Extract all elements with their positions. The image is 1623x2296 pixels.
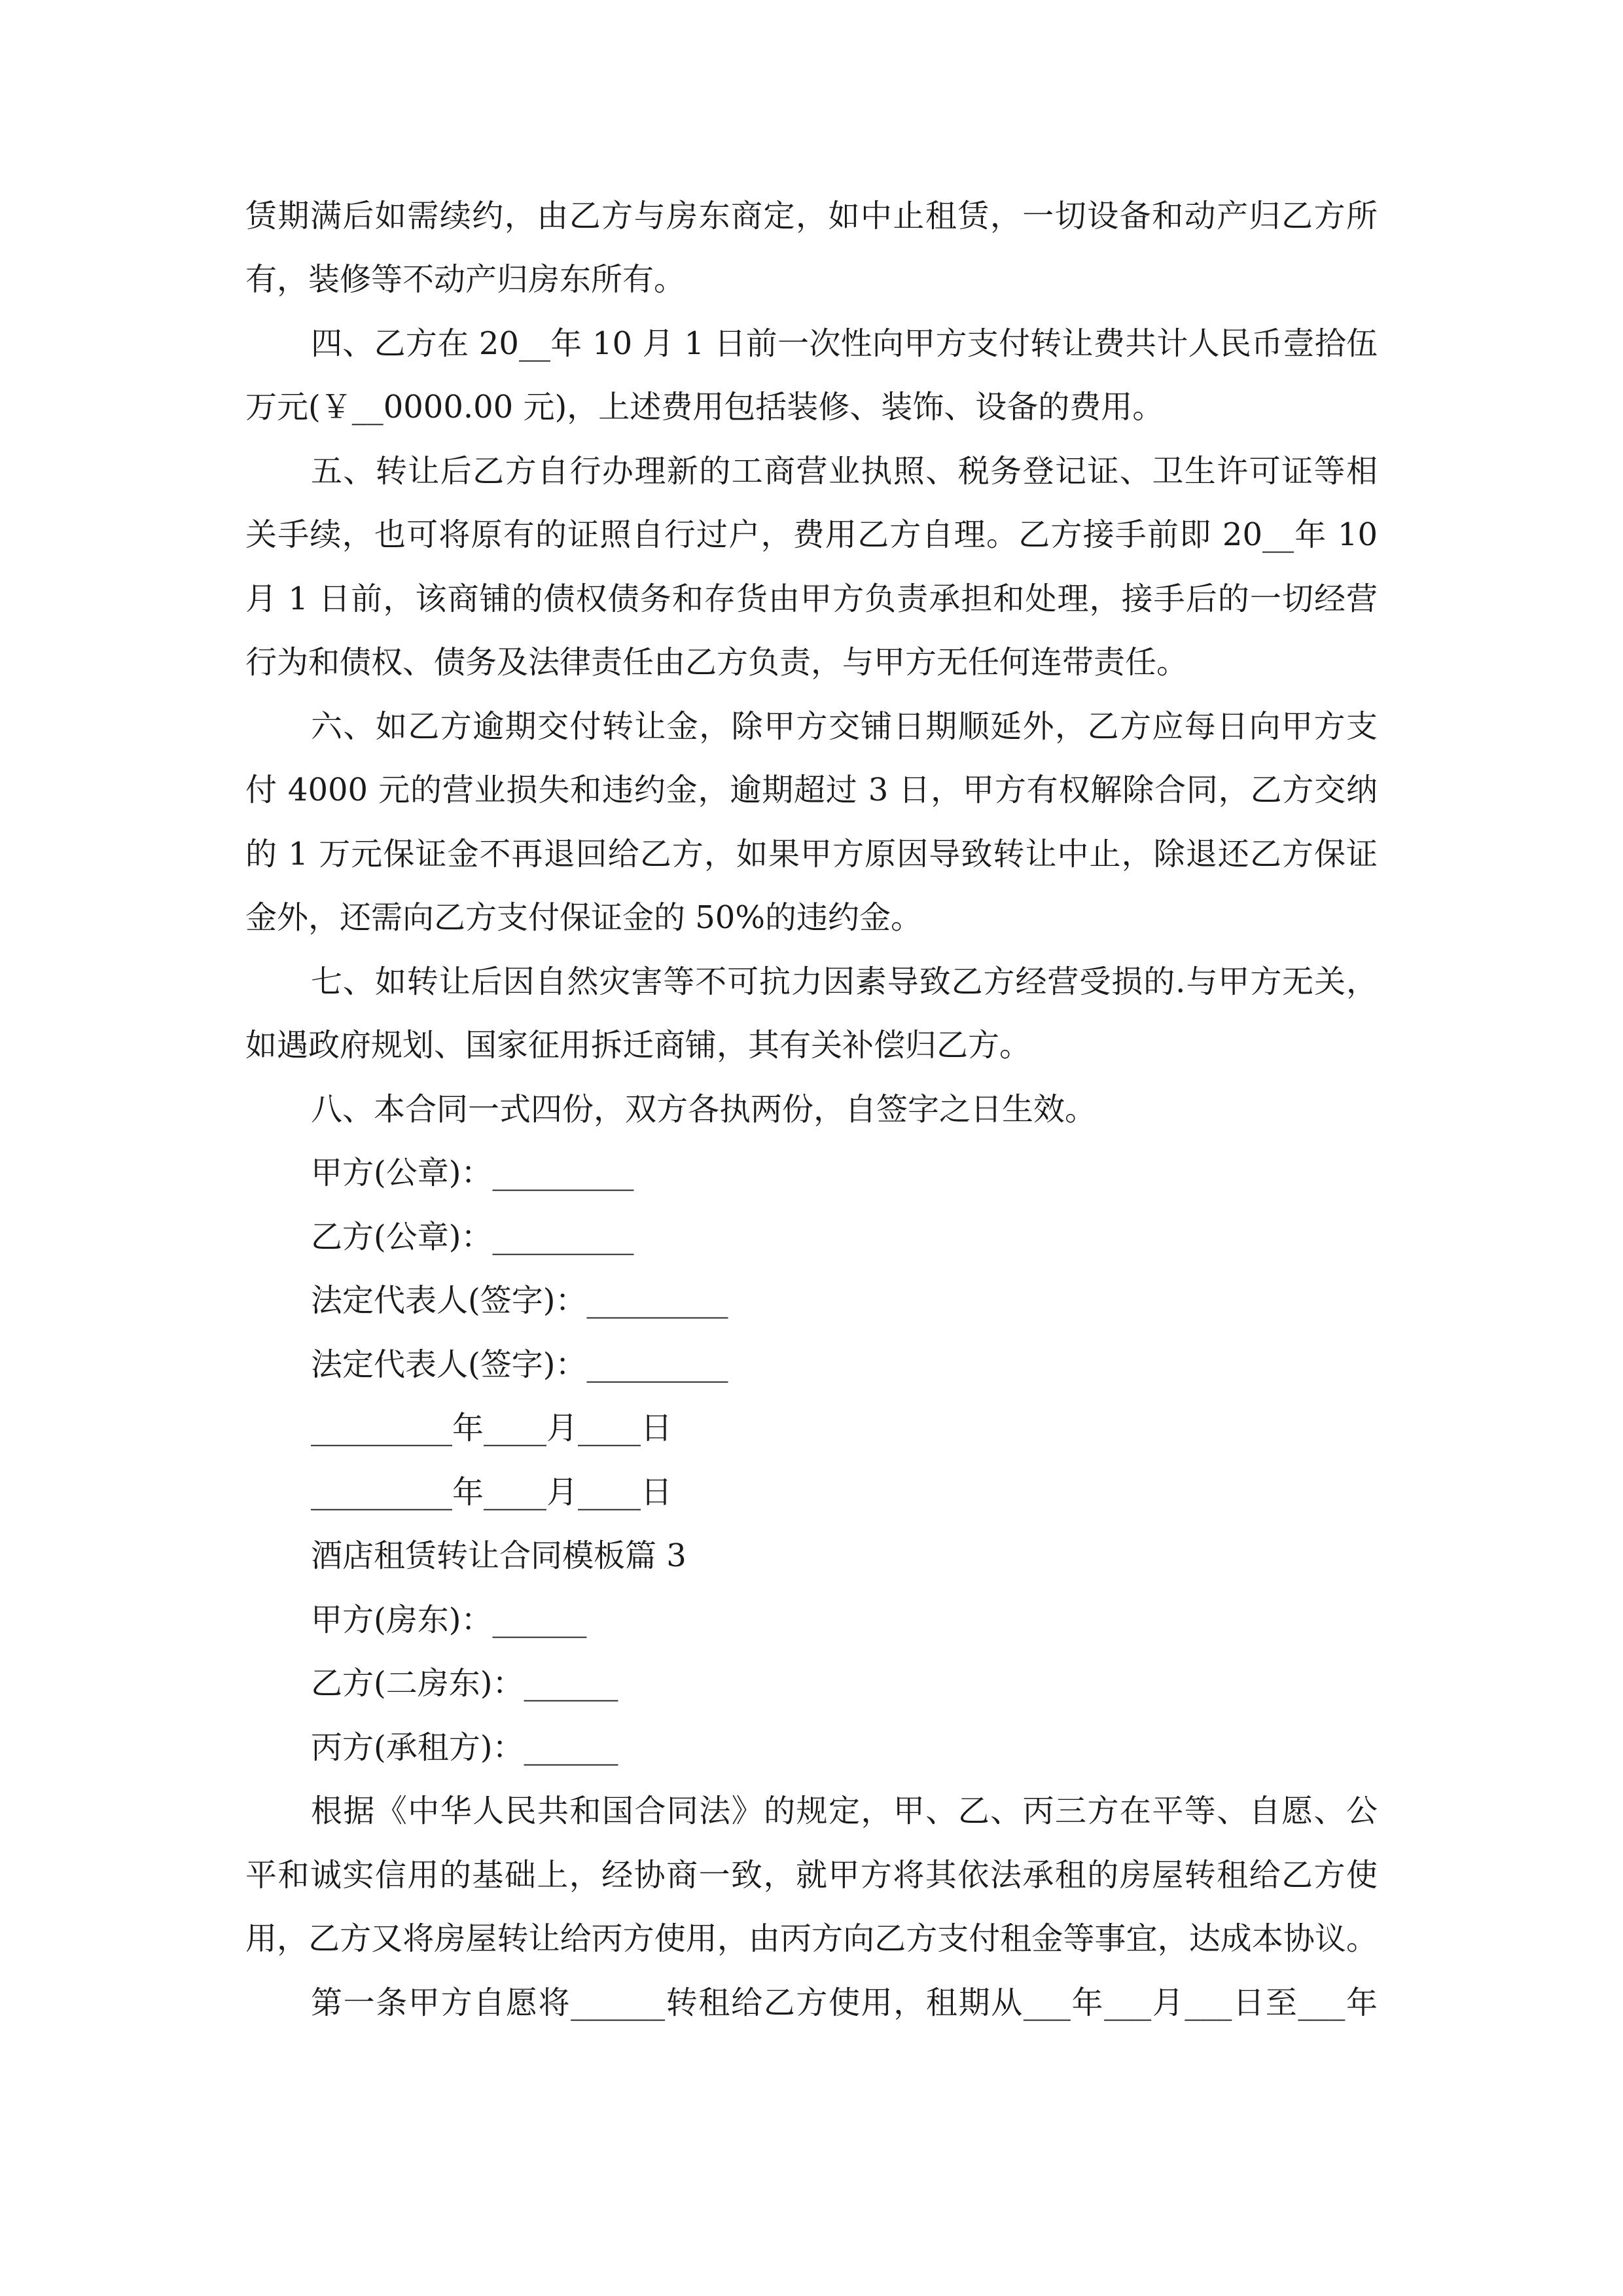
party-c-line: 丙方(承租方)：______ <box>311 1729 618 1766</box>
text-line: 八、本合同一式四份，双方各执两份，自签字之日生效。 <box>311 1091 1097 1128</box>
text-line: 的 1 万元保证金不再退回给乙方，如果甲方原因导致转让中止，除退还乙方保证 <box>245 836 1378 872</box>
legal-rep-signature-line: 法定代表人(签字)：_________ <box>311 1346 728 1383</box>
text-line: 如遇政府规划、国家征用拆迁商铺，其有关补偿归乙方。 <box>245 1027 1031 1064</box>
text-line: 七、如转让后因自然灾害等不可抗力因素导致乙方经营受损的.与甲方无关， <box>311 963 1378 1000</box>
text-line: 金外，还需向乙方支付保证金的 50%的违约金。 <box>245 899 922 936</box>
text-line: 五、转让后乙方自行办理新的工商营业执照、税务登记证、卫生许可证等相 <box>311 453 1378 490</box>
party-b-seal-line: 乙方(公章)：_________ <box>311 1219 634 1255</box>
text-line: 用，乙方又将房屋转让给丙方使用，由丙方向乙方支付租金等事宜，达成本协议。 <box>245 1920 1378 1957</box>
text-line: 四、乙方在 20__年 10 月 1 日前一次性向甲方支付转让费共计人民币壹拾伍 <box>311 325 1378 362</box>
text-line: 根据《中华人民共和国合同法》的规定，甲、乙、丙三方在平等、自愿、公 <box>311 1793 1378 1829</box>
text-line: 第一条甲方自愿将______转租给乙方使用，租期从___年___月___日至___年 <box>311 1984 1378 2021</box>
section-title: 酒店租赁转让合同模板篇 3 <box>311 1537 687 1574</box>
text-line: 行为和债权、债务及法律责任由乙方负责，与甲方无任何连带责任。 <box>245 644 1188 681</box>
date-line: _________年____月____日 <box>311 1410 673 1446</box>
text-line: 关手续，也可将原有的证照自行过户，费用乙方自理。乙方接手前即 20__年 10 <box>245 516 1378 553</box>
text-line: 付 4000 元的营业损失和违约金，逾期超过 3 日，甲方有权解除合同，乙方交纳 <box>245 772 1378 808</box>
text-line: 平和诚实信用的基础上，经协商一致，就甲方将其依法承租的房屋转租给乙方使 <box>245 1857 1378 1893</box>
text-line: 赁期满后如需续约，由乙方与房东商定，如中止租赁，一切设备和动产归乙方所 <box>245 198 1378 234</box>
party-a-line: 甲方(房东)：______ <box>311 1602 587 1638</box>
text-line: 六、如乙方逾期交付转让金，除甲方交铺日期顺延外，乙方应每日向甲方支 <box>311 708 1378 745</box>
text-line: 月 1 日前，该商铺的债权债务和存货由甲方负责承担和处理，接手后的一切经营 <box>245 581 1378 617</box>
text-line: 万元(￥__0000.00 元)，上述费用包括装修、装饰、设备的费用。 <box>245 389 1164 425</box>
party-b-line: 乙方(二房东)：______ <box>311 1665 618 1702</box>
text-line: 有，装修等不动产归房东所有。 <box>245 261 686 298</box>
party-a-seal-line: 甲方(公章)：_________ <box>311 1155 634 1191</box>
date-line: _________年____月____日 <box>311 1474 673 1511</box>
legal-rep-signature-line: 法定代表人(签字)：_________ <box>311 1282 728 1319</box>
